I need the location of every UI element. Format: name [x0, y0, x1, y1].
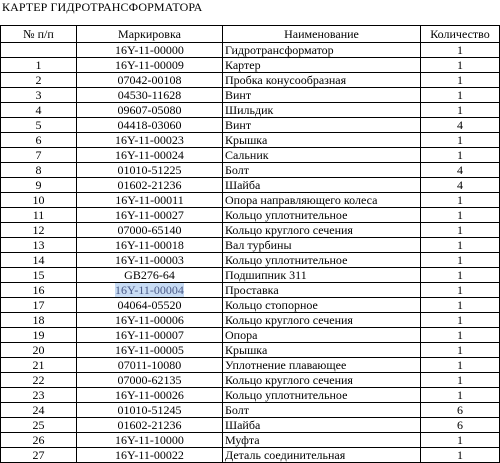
- marking-cell: 16Y-11-00006: [77, 313, 223, 328]
- quantity-cell: 1: [421, 298, 500, 313]
- marking-cell: 16Y-11-00027: [77, 208, 223, 223]
- table-row: [1, 88, 500, 103]
- marking-cell: 16Y-11-10000: [77, 433, 223, 448]
- quantity-cell: 1: [421, 208, 500, 223]
- row-number-cell: 20: [1, 343, 77, 358]
- table-row: [1, 373, 500, 388]
- table-row: [1, 103, 500, 118]
- quantity-cell: 1: [421, 283, 500, 298]
- document-title: КАРТЕР ГИДРОТРАНСФОРМАТОРА: [2, 0, 203, 14]
- quantity-cell: 1: [421, 358, 500, 373]
- marking-cell: 16Y-11-00018: [77, 238, 223, 253]
- name-cell: Деталь соединительная: [223, 448, 421, 463]
- row-number-cell: 24: [1, 403, 77, 418]
- marking-cell: 16Y-11-00009: [77, 58, 223, 73]
- name-cell: Кольцо круглого сечения: [223, 223, 421, 238]
- quantity-cell: 6: [421, 403, 500, 418]
- marking-cell: 01602-21236: [77, 418, 223, 433]
- table-row: [1, 238, 500, 253]
- name-cell: Картер: [223, 58, 421, 73]
- marking-cell: 01010-51245: [77, 403, 223, 418]
- marking-cell: 16Y-11-00023: [77, 133, 223, 148]
- row-number-cell: 12: [1, 223, 77, 238]
- quantity-cell: 1: [421, 238, 500, 253]
- row-number-cell: 16: [1, 283, 77, 298]
- name-cell: Шайба: [223, 418, 421, 433]
- row-number-cell: 5: [1, 118, 77, 133]
- row-number-cell: 11: [1, 208, 77, 223]
- quantity-cell: 4: [421, 178, 500, 193]
- marking-cell: 16Y-11-00005: [77, 343, 223, 358]
- table-row: [1, 388, 500, 403]
- quantity-cell: 1: [421, 223, 500, 238]
- selected-text-highlight: 16Y-11-00004: [115, 282, 184, 297]
- marking-cell: 07000-65140: [77, 223, 223, 238]
- table-row: [1, 268, 500, 283]
- name-cell: Кольцо уплотнительное: [223, 253, 421, 268]
- marking-cell: 16Y-11-00003: [77, 253, 223, 268]
- table-row: [1, 118, 500, 133]
- name-cell: Болт: [223, 163, 421, 178]
- row-number-cell: 14: [1, 253, 77, 268]
- name-cell: Шайба: [223, 178, 421, 193]
- row-number-cell: 8: [1, 163, 77, 178]
- header-quantity: Количество: [421, 26, 500, 43]
- marking-cell: 16Y-11-00000: [77, 43, 223, 58]
- name-cell: Муфта: [223, 433, 421, 448]
- name-cell: Вал турбины: [223, 238, 421, 253]
- table-row: [1, 193, 500, 208]
- table-row: [1, 343, 500, 358]
- name-cell: Шильдик: [223, 103, 421, 118]
- header-name: Наименование: [223, 26, 421, 43]
- name-cell: Крышка: [223, 133, 421, 148]
- row-number-cell: 1: [1, 58, 77, 73]
- table-row: [1, 358, 500, 373]
- row-number-cell: 15: [1, 268, 77, 283]
- name-cell: Гидротрансформатор: [223, 43, 421, 58]
- quantity-cell: 1: [421, 313, 500, 328]
- table-row: [1, 73, 500, 88]
- quantity-cell: 1: [421, 433, 500, 448]
- name-cell: Кольцо круглого сечения: [223, 313, 421, 328]
- marking-cell: 07000-62135: [77, 373, 223, 388]
- table-row: [1, 223, 500, 238]
- row-number-cell: 13: [1, 238, 77, 253]
- name-cell: Кольцо стопорное: [223, 298, 421, 313]
- row-number-cell: 25: [1, 418, 77, 433]
- marking-cell: GB276-64: [77, 268, 223, 283]
- table-row: [1, 163, 500, 178]
- name-cell: Винт: [223, 88, 421, 103]
- row-number-cell: 19: [1, 328, 77, 343]
- quantity-cell: 1: [421, 133, 500, 148]
- name-cell: Винт: [223, 118, 421, 133]
- table-row: [1, 43, 500, 58]
- marking-cell: 04530-11628: [77, 88, 223, 103]
- table-row: [1, 283, 500, 298]
- table-row: [1, 328, 500, 343]
- quantity-cell: 1: [421, 43, 500, 58]
- table-row: [1, 133, 500, 148]
- name-cell: Опора: [223, 328, 421, 343]
- quantity-cell: 6: [421, 418, 500, 433]
- marking-cell: 01010-51225: [77, 163, 223, 178]
- marking-cell: 01602-21236: [77, 178, 223, 193]
- name-cell: Болт: [223, 403, 421, 418]
- name-cell: Кольцо круглого сечения: [223, 373, 421, 388]
- marking-cell: 16Y-11-00011: [77, 193, 223, 208]
- quantity-cell: 1: [421, 448, 500, 463]
- quantity-cell: 4: [421, 118, 500, 133]
- marking-cell: 07011-10080: [77, 358, 223, 373]
- quantity-cell: 1: [421, 73, 500, 88]
- quantity-cell: 4: [421, 163, 500, 178]
- table-row: [1, 433, 500, 448]
- table-row: [1, 313, 500, 328]
- name-cell: Сальник: [223, 148, 421, 163]
- quantity-cell: 1: [421, 268, 500, 283]
- name-cell: Уплотнение плавающее: [223, 358, 421, 373]
- row-number-cell: 4: [1, 103, 77, 118]
- row-number-cell: 22: [1, 373, 77, 388]
- marking-cell: 09607-05080: [77, 103, 223, 118]
- quantity-cell: 1: [421, 103, 500, 118]
- marking-cell: 16Y-11-00022: [77, 448, 223, 463]
- quantity-cell: 1: [421, 343, 500, 358]
- name-cell: Проставка: [223, 283, 421, 298]
- row-number-cell: 7: [1, 148, 77, 163]
- marking-cell: 16Y-11-00007: [77, 328, 223, 343]
- header-num: № п/п: [1, 26, 77, 43]
- table-body: [1, 43, 500, 463]
- row-number-cell: 21: [1, 358, 77, 373]
- table-row: [1, 253, 500, 268]
- row-number-cell: 6: [1, 133, 77, 148]
- marking-cell: 07042-00108: [77, 73, 223, 88]
- quantity-cell: 1: [421, 58, 500, 73]
- row-number-cell: 10: [1, 193, 77, 208]
- row-number-cell: [1, 43, 77, 58]
- table-row: [1, 58, 500, 73]
- marking-cell: 16Y-11-00024: [77, 148, 223, 163]
- quantity-cell: 1: [421, 148, 500, 163]
- quantity-cell: 1: [421, 328, 500, 343]
- name-cell: Пробка конусообразная: [223, 73, 421, 88]
- table-row: [1, 448, 500, 463]
- quantity-cell: 1: [421, 388, 500, 403]
- table-row: [1, 208, 500, 223]
- table-row: [1, 403, 500, 418]
- marking-cell: 04064-05520: [77, 298, 223, 313]
- row-number-cell: 26: [1, 433, 77, 448]
- marking-cell: [77, 283, 223, 298]
- row-number-cell: 9: [1, 178, 77, 193]
- table-row: [1, 178, 500, 193]
- name-cell: Крышка: [223, 343, 421, 358]
- row-number-cell: 27: [1, 448, 77, 463]
- row-number-cell: 2: [1, 73, 77, 88]
- row-number-cell: 23: [1, 388, 77, 403]
- row-number-cell: 17: [1, 298, 77, 313]
- name-cell: Опора направляющего колеса: [223, 193, 421, 208]
- name-cell: Кольцо уплотнительное: [223, 208, 421, 223]
- marking-cell: 16Y-11-00026: [77, 388, 223, 403]
- quantity-cell: 1: [421, 373, 500, 388]
- table-row: [1, 418, 500, 433]
- quantity-cell: 1: [421, 88, 500, 103]
- quantity-cell: 1: [421, 253, 500, 268]
- row-number-cell: 18: [1, 313, 77, 328]
- table-header: [1, 26, 500, 43]
- quantity-cell: 1: [421, 193, 500, 208]
- row-number-cell: 3: [1, 88, 77, 103]
- table-row: [1, 298, 500, 313]
- table-row: [1, 148, 500, 163]
- parts-table: [0, 25, 500, 463]
- marking-cell: 04418-03060: [77, 118, 223, 133]
- name-cell: Кольцо уплотнительное: [223, 388, 421, 403]
- header-marking: Маркировка: [77, 26, 223, 43]
- header-row: [1, 26, 500, 43]
- name-cell: Подшипник 311: [223, 268, 421, 283]
